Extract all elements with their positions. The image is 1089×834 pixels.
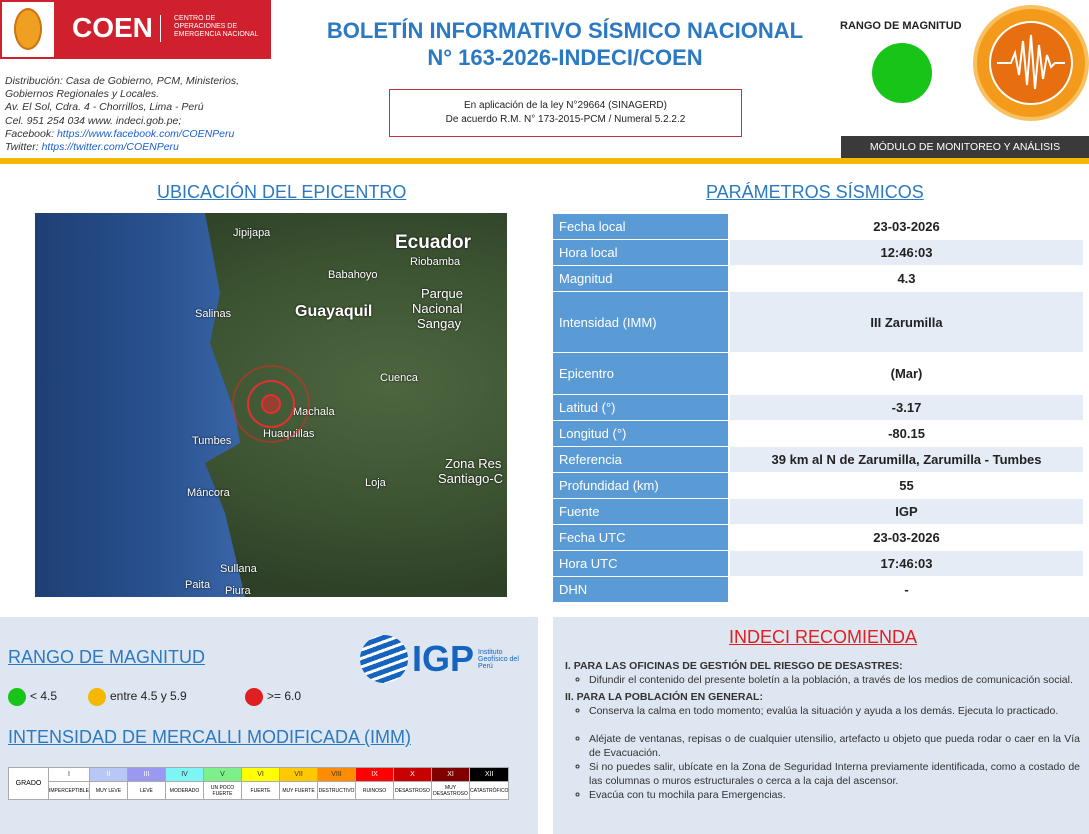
param-value: -3.17 — [730, 395, 1083, 420]
mercalli-description: MUY LEVE — [90, 782, 128, 800]
param-value: 17:46:03 — [730, 551, 1083, 576]
param-key: DHN — [553, 577, 730, 602]
logo-subtitle: CENTRO DE OPERACIONES DE EMERGENCIA NACIONAL — [174, 15, 259, 38]
mercalli-title: INTENSIDAD DE MERCALLI MODIFICADA (IMM) — [8, 727, 412, 747]
param-value: 4.3 — [730, 266, 1083, 291]
param-value: (Mar) — [730, 353, 1083, 394]
param-row — [553, 525, 1083, 550]
mercalli-degree: XI — [432, 768, 470, 782]
map-label: Piura — [225, 585, 251, 597]
law-line: En aplicación de la ley N°29664 (SINAGERD) — [464, 100, 667, 111]
address-line: Av. El Sol, Cdra. 4 - Chorrillos, Lima - Perú — [5, 101, 204, 114]
epicenter-marker[interactable] — [261, 394, 281, 414]
igp-logo — [360, 635, 526, 683]
facebook-label: Facebook: — [5, 127, 55, 140]
mercalli-degree: X — [394, 768, 432, 782]
map-label: Nacional — [412, 301, 463, 316]
map-label: Sullana — [220, 563, 257, 575]
param-value: 12:46:03 — [730, 240, 1083, 265]
param-row — [553, 240, 1083, 265]
map-label: Jipijapa — [233, 227, 271, 239]
param-row — [553, 266, 1083, 291]
param-value: 55 — [730, 473, 1083, 498]
seismograph-icon — [973, 5, 1089, 121]
recommendation-item: ◦ Conserva la calma en todo momento; evalúa la situación y ayuda a los demás. Ejecuta lo practicado. — [589, 704, 1080, 718]
params-section-title: PARÁMETROS SÍSMICOS — [706, 182, 924, 202]
mercalli-description: DESTRUCTIVO — [318, 782, 356, 800]
param-value: III Zarumilla — [730, 292, 1083, 352]
distribution-line: Distribución: Casa de Gobierno, PCM, Ministerios, — [5, 75, 240, 87]
map-label: Machala — [293, 406, 335, 418]
module-banner: MÓDULO DE MONITOREO Y ANÁLISIS — [841, 136, 1089, 158]
ocean — [35, 213, 245, 597]
mercalli-description: MODERADO — [166, 782, 204, 800]
legend-label: >= 6.0 — [267, 689, 302, 704]
param-key: Fecha local — [553, 214, 730, 239]
magnitude-range-indicator — [872, 43, 932, 103]
mercalli-degree: IV — [166, 768, 204, 782]
title-line-1: BOLETÍN INFORMATIVO SÍSMICO NACIONAL — [326, 18, 804, 43]
legend-item-mid — [88, 688, 187, 706]
mercalli-degree: V — [204, 768, 242, 782]
param-value: 39 km al N de Zarumilla, Zarumilla - Tumbes — [730, 447, 1083, 472]
mercalli-description: DESASTROSO — [394, 782, 432, 800]
map-label: Ecuador — [395, 232, 472, 253]
igp-subtitle: Instituto Geofísico del Perú — [478, 648, 519, 670]
param-row — [553, 421, 1083, 446]
param-row — [553, 395, 1083, 420]
mercalli-degree: II — [90, 768, 128, 782]
distribution-info — [5, 75, 239, 154]
legend-label: entre 4.5 y 5.9 — [110, 689, 187, 704]
recommendation-item: ◦ Aléjate de ventanas, repisas o de cualquier utensilio, artefacto u objeto que pueda rodar o caer en la Vía de Evacuación. — [589, 732, 1080, 760]
recommendations-panel — [553, 617, 1089, 834]
map-label: Huaquillas — [263, 428, 315, 440]
param-row — [553, 353, 1083, 394]
mercalli-degree: XII — [470, 768, 509, 782]
legend-item-high — [245, 688, 301, 706]
mercalli-description: MUY DESASTROSO — [432, 782, 470, 800]
igp-text: IGP — [412, 638, 475, 679]
igp-globe-icon — [360, 635, 408, 683]
map-label: Tumbes — [192, 435, 232, 447]
rec-section-1: I. PARA LAS OFICINAS DE GESTIÓN DEL RIESGO DE DESASTRES: — [565, 660, 903, 672]
map-label: Santiago-C — [438, 471, 504, 486]
param-key: Longitud (°) — [553, 421, 730, 446]
param-row — [553, 499, 1083, 524]
param-key: Referencia — [553, 447, 730, 472]
magnitude-range-title: RANGO DE MAGNITUD — [8, 647, 206, 667]
page-title — [290, 17, 840, 71]
mercalli-description: LEVE — [128, 782, 166, 800]
param-key: Profundidad (km) — [553, 473, 730, 498]
grado-label: GRADO — [9, 768, 49, 800]
mercalli-degree: IX — [356, 768, 394, 782]
mercalli-description: FUERTE — [242, 782, 280, 800]
mercalli-degree: VIII — [318, 768, 356, 782]
param-key: Latitud (°) — [553, 395, 730, 420]
param-value: - — [730, 577, 1083, 602]
map-label: Babahoyo — [328, 269, 378, 281]
mercalli-description: MUY FUERTE — [280, 782, 318, 800]
param-value: IGP — [730, 499, 1083, 524]
mercalli-degree: VI — [242, 768, 280, 782]
legend-item-low — [8, 688, 57, 706]
mercalli-scale-table — [8, 767, 509, 800]
contact-line: Cel. 951 254 034 www. indeci.gob.pe; — [5, 114, 182, 127]
divider — [0, 158, 1089, 164]
recommendations-title: INDECI RECOMIENDA — [728, 627, 917, 647]
param-row — [553, 214, 1083, 239]
map-label: Sangay — [417, 316, 462, 331]
map-section-title: UBICACIÓN DEL EPICENTRO — [157, 182, 407, 202]
param-row — [553, 551, 1083, 576]
map-label: Máncora — [187, 487, 230, 499]
mercalli-description: CATASTRÓFICO — [470, 782, 509, 800]
legend-label: < 4.5 — [30, 689, 58, 704]
param-value: 23-03-2026 — [730, 214, 1083, 239]
map-label: Loja — [365, 477, 386, 489]
param-key: Magnitud — [553, 266, 730, 291]
recommendation-item: ◦ Evacúa con tu mochila para Emergencias. — [589, 788, 1080, 802]
param-key: Fecha UTC — [553, 525, 730, 550]
recommendation-item: ◦ Si no puedes salir, ubícate en la Zona de Seguridad Interna previamente identificada, como a costado de las columnas o muros estructurales o cerca a la caja del ascensor. — [589, 760, 1080, 788]
twitter-link[interactable]: https://twitter.com/COENPeru — [41, 141, 179, 154]
mercalli-description: RUINOSO — [356, 782, 394, 800]
map-label: Guayaquil — [295, 303, 373, 320]
param-key: Hora UTC — [553, 551, 730, 576]
rec-section-2: II. PARA LA POBLACIÓN EN GENERAL: — [565, 691, 763, 703]
map-label: Riobamba — [410, 256, 461, 268]
mercalli-description: IMPERCEPTIBLE — [49, 782, 90, 800]
law-line: De acuerdo R.M. N° 173-2015-PCM / Numeral 5.2.2.2 — [445, 114, 686, 125]
facebook-link[interactable]: https://www.facebook.com/COENPeru — [56, 127, 235, 140]
mercalli-degree: III — [128, 768, 166, 782]
param-row — [553, 292, 1083, 352]
range-label: RANGO DE MAGNITUD — [840, 20, 962, 32]
map-label: Paita — [185, 579, 211, 591]
param-row — [553, 447, 1083, 472]
legend-panel — [0, 617, 538, 834]
twitter-label: Twitter: — [5, 141, 39, 154]
bulletin-number: N° 163-2026-INDECI/COEN — [427, 45, 703, 70]
logo-text: COEN — [72, 12, 153, 43]
mercalli-degree: I — [49, 768, 90, 782]
coen-logo — [0, 0, 271, 59]
param-key: Fuente — [553, 499, 730, 524]
map-label: Zona Res — [445, 456, 502, 471]
seismic-params-table — [553, 213, 1083, 603]
map-label: Parque — [421, 286, 463, 301]
law-box — [389, 89, 742, 137]
peru-seal-icon — [2, 2, 54, 57]
recommendation-item: ◦ Difundir el contenido del presente boletín a la población, a través de los medios de comunicación social. — [589, 673, 1080, 687]
param-key: Hora local — [553, 240, 730, 265]
param-key: Intensidad (IMM) — [553, 292, 730, 352]
distribution-line: Gobiernos Regionales y Locales. — [5, 88, 160, 101]
param-key: Epicentro — [553, 353, 730, 394]
param-value: -80.15 — [730, 421, 1083, 446]
param-row — [553, 577, 1083, 602]
map-label: Salinas — [195, 308, 232, 320]
param-row — [553, 473, 1083, 498]
param-value: 23-03-2026 — [730, 525, 1083, 550]
map-label: Cuenca — [380, 372, 418, 384]
mercalli-degree: VII — [280, 768, 318, 782]
epicenter-map[interactable] — [35, 213, 507, 597]
mercalli-description: UN POCO FUERTE — [204, 782, 242, 800]
